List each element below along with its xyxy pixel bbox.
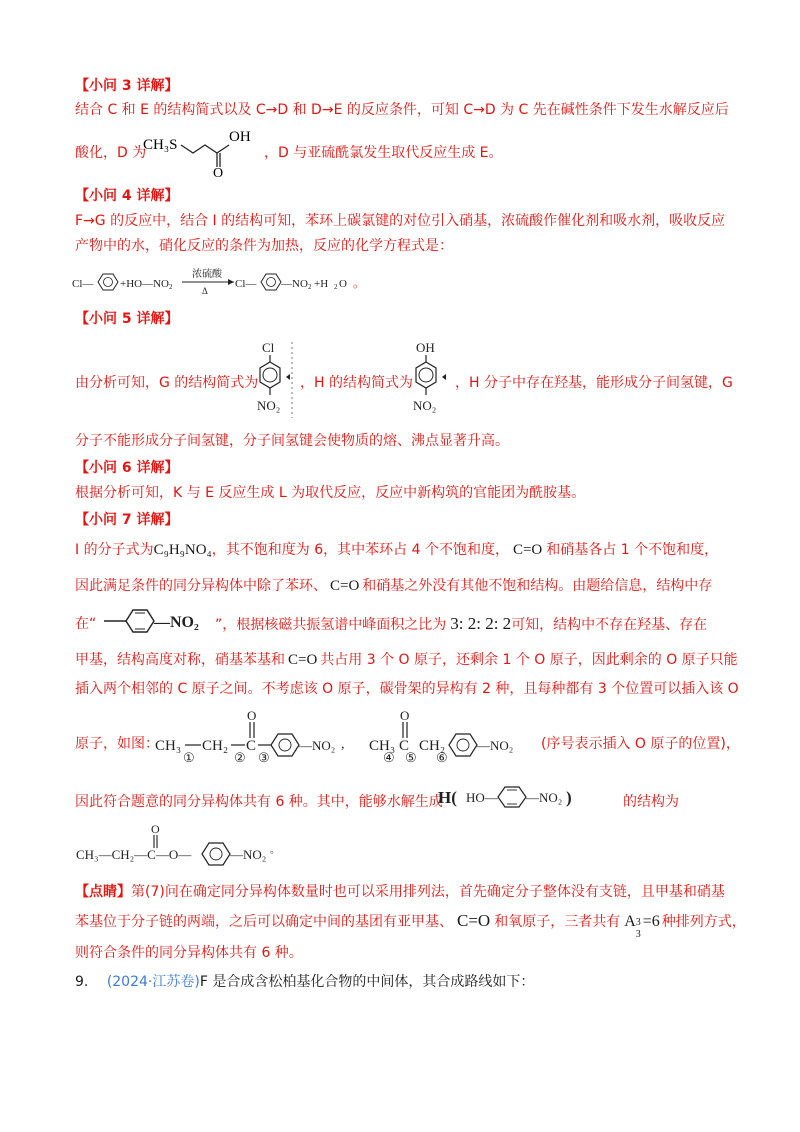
- svg-text:O: O: [247, 710, 257, 723]
- svg-text:O: O: [151, 823, 160, 836]
- final-structure: [76, 823, 356, 868]
- structure-H: [408, 338, 453, 423]
- s3-line-1: 结合 C 和 E 的结构简式以及 C→D 和 D→E 的反应条件，可知 C→D 为 C 先在碱性条件下发生水解反应后: [75, 102, 729, 118]
- s5-line-1a: 由分析可知，G 的结构简式为: [75, 375, 259, 391]
- section-3-heading: 【小问 3 详解】: [75, 78, 179, 94]
- s7-line-1: I 的分子式为C₉H₉NO₄，其不饱和度为 6，其中苯环占 4 个不饱和度， C=O 和硝基各占 1 个不饱和度，: [75, 542, 719, 558]
- note-heading: 【点睛】: [75, 884, 131, 900]
- svg-text:Cl: Cl: [262, 340, 275, 355]
- D-oh: OH: [229, 129, 251, 145]
- svg-text:④: ④: [383, 750, 395, 764]
- eq-cond-top: 浓硫酸: [192, 269, 222, 280]
- s7-line-7a: 因此符合题意的同分异构体共有 6 种。其中，能够水解生成: [75, 794, 443, 810]
- s5-line-1b: ，H 的结构简式为: [300, 375, 413, 391]
- note-line-1: 【点睛】第(7)问在确定同分异构体数量时也可以采用排列法，首先确定分子整体没有支链，且甲基和硝基: [75, 884, 725, 900]
- section-4-heading: 【小问 4 详解】: [75, 188, 179, 204]
- svg-text:O: O: [400, 710, 410, 723]
- svg-text:—NO₂: —NO₂: [477, 738, 514, 753]
- svg-text:⑥: ⑥: [436, 750, 448, 764]
- svg-text:CH₂: CH₂: [419, 738, 446, 754]
- svg-text:2: 2: [308, 283, 312, 291]
- eq-cond-bot: Δ: [202, 286, 208, 296]
- q9-number: 9.: [75, 974, 89, 990]
- svg-text:C: C: [399, 738, 410, 754]
- svg-text:): ): [566, 788, 572, 807]
- s5-line-1c: ，H 分子中存在羟基，能形成分子间氢键，G: [455, 375, 733, 391]
- a33: A: [624, 913, 636, 930]
- q9-text: F 是合成含松柏基化合物的中间体，其合成路线如下：: [199, 974, 535, 990]
- structure-G: [252, 338, 297, 423]
- s7-line-2: 因此满足条件的同分异构体中除了苯环、 C=O 和硝基之外没有其他不饱和结构。由题给信息，结构中存: [75, 578, 713, 594]
- s7-line-3a: 在“: [75, 616, 97, 632]
- svg-text:OH: OH: [416, 340, 435, 355]
- svg-text:CH₂: CH₂: [202, 738, 229, 754]
- D-o: O: [213, 166, 224, 177]
- s7-line-5: 插入两个相邻的 C 原子之间。不考虑该 O 原子，碳骨架的异构有 2 种，且每种都有 3 个位置可以插入该 O: [75, 681, 739, 697]
- s4-line-1: F→G 的反应中，结合 I 的结构可知，苯环上碳氯键的对位引入硝基，浓硫酸作催化剂和吸水剂，吸收反应: [75, 213, 726, 229]
- s7-line-6b: (序号表示插入 O 原子的位置)，: [541, 736, 740, 752]
- section-5-heading: 【小问 5 详解】: [75, 311, 179, 327]
- svg-text:NO₂: NO₂: [413, 398, 437, 413]
- s7-line-6a: 原子，如图：: [75, 736, 159, 752]
- svg-text:CH₃: CH₃: [369, 738, 396, 754]
- svg-text:NO₂: NO₂: [257, 398, 281, 413]
- svg-text:—NO₂: —NO₂: [526, 790, 563, 805]
- question-9: [75, 973, 534, 991]
- formula-C9H9NO4: C₉H₉NO₄: [153, 542, 212, 558]
- s7-line-4: 甲基，结构高度对称，硝基苯基和 C=O 共占用 3 个 O 原子，还剩余 1 个 O 原子，因此剩余的 O 原子只能: [75, 652, 738, 668]
- s6-line-1: 根据分析可知，K 与 E 反应生成 L 为取代反应，反应中新构筑的官能团为酰胺基。: [75, 485, 586, 501]
- note-line-2: 苯基位于分子链的两端，之后可以确定中间的基团有亚甲基、 C=O 和氧原子，三者共有 A 3 3 =6 种排列方式，: [75, 911, 746, 940]
- structure-D: [143, 125, 263, 177]
- hydrolysis-product: [438, 782, 616, 812]
- s7-line-7b: 的结构为: [623, 794, 679, 810]
- svg-text:②: ②: [234, 750, 246, 764]
- svg-text:。: 。: [270, 845, 280, 856]
- section-7-heading: 【小问 7 详解】: [75, 512, 179, 528]
- svg-text:C: C: [246, 738, 257, 754]
- D-ch3s: CH₃S: [143, 137, 178, 153]
- s3-line-2b: ，D 与亚硫酰氯发生取代反应生成 E。: [264, 145, 503, 161]
- s5-line-2: 分子不能形成分子间氢键，分子间氢键会使物质的熔、沸点显著升高。: [75, 433, 509, 449]
- nitrophenyl-fragment: [104, 606, 216, 636]
- s4-line-2: 产物中的水，硝化反应的条件为加热，反应的化学方程式是：: [75, 238, 453, 254]
- note-line-3: 则符合条件的同分异构体共有 6 种。: [75, 945, 303, 961]
- q9-source: (2024·江苏卷): [106, 974, 200, 990]
- svg-text:2: 2: [334, 283, 338, 291]
- svg-text:—NO₂: —NO₂: [230, 847, 267, 862]
- s7-line-3b: ”，根据核磁共振氢谱中峰面积之比为 3: 2: 2: 2可知，结构中不存在羟基、存在: [215, 614, 708, 633]
- eq-no2: —NO: [281, 278, 308, 290]
- svg-text:2: 2: [169, 283, 173, 291]
- svg-text:+H: +H: [314, 278, 329, 290]
- nitration-equation: [72, 265, 372, 297]
- eq-cl2: Cl—: [235, 278, 257, 290]
- svg-text:—NO₂: —NO₂: [154, 614, 199, 631]
- section-6-heading: 【小问 6 详解】: [75, 460, 179, 476]
- carbon-skeletons: [155, 710, 540, 764]
- svg-text:,: ,: [341, 737, 345, 752]
- s3-line-2a: 酸化，D 为: [75, 145, 147, 161]
- svg-text:H(: H(: [438, 788, 457, 807]
- svg-text:CH₃: CH₃: [155, 738, 182, 754]
- svg-text:⑤: ⑤: [405, 750, 417, 764]
- nmr-ratio: 3: 2: 2: 2: [450, 614, 512, 633]
- eq-cl1: Cl—: [72, 278, 94, 290]
- svg-text:③: ③: [258, 750, 270, 764]
- svg-text:—NO₂: —NO₂: [299, 738, 336, 753]
- svg-text:。: 。: [353, 276, 366, 290]
- svg-text:O: O: [339, 278, 347, 290]
- svg-text:①: ①: [183, 750, 195, 764]
- svg-text:HO—: HO—: [466, 790, 498, 805]
- eq-plus1: +HO—NO: [120, 278, 169, 290]
- svg-text:CH₃—CH₂—C—O—: CH₃—CH₂—C—O—: [76, 847, 192, 862]
